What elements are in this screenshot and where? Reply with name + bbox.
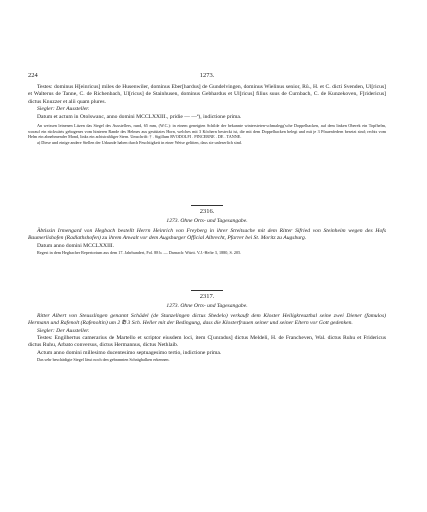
date-line: 1273. Ohne Orts- und Tagesangabe.	[166, 218, 248, 225]
summary-paragraph: Äbtissin Irmengard von Hegbach bestellt Herrn Heinrich von Freyberg in ihrer Streitsache mit dem Ritter Sifried von Steinheim wegen des Hofs Baumerlishofen (Radlathshofen) zu ihrem Anwalt vor dem Augsburger Official Albrecht, Pfarrer bei St. Moritz zu Augsburg.	[28, 227, 386, 242]
seal-note: Das sehr beschädigte Siegel lässt noch den gebrannten Schrägbalken erkennen.	[37, 357, 170, 363]
document-2317	[28, 290, 386, 363]
document-2316	[28, 205, 386, 256]
document-1-tail	[28, 84, 386, 146]
section-rule	[191, 205, 223, 206]
section-rule	[191, 290, 223, 291]
document-number: 2316.	[199, 208, 215, 215]
testes-paragraph: Testes: dominus H[einricus] miles de Husenwiler, dominus Eber[hardus] de Gundelvingen, dominus Wielinus senior, Rû., H. et C. dicti Svenden, Ul[ricus] et Walterus de Tanne, C. de Richenbach, Ul[ricus] de Stainhusen, dominus Gebhardus et Ul[ricus] filius suus de Curnbach, C. de Kunzekoven, F[ridericus] dictus Knuzzer et alii quam plures.	[28, 84, 386, 105]
running-head: 1273.	[199, 72, 215, 79]
date-line: 1273. Ohne Orts- und Tagesangabe.	[166, 303, 248, 310]
seal-note: An weissen leinenen Litzen das Siegel des Ausstellers, rund, 65 mm, (W.C.): in einem geneigten Schilde der bekannte wintersteten-schmalegg'sche Doppelhacken, auf dem linken Oberek ein Topfhelm, worauf ein rückwärts gebogenes vom hinteren Rande des Helmes aus gestütztes Horn, welches mit 3 Köchern besteckt ist, die mit dem Doppelhacken belegt und mit je 3 Pfauenfedern besetzt sind; rechts vom Helm ein abnehmender Mond, links ein achtstrahliger Stern. Umschrift: † . Sigillum RVODOLFI . PINCERNE . DE . TANNE.	[28, 123, 386, 140]
footnote-a: a) Diese und einige andere Stellen der Urkunde haben durch Feuchtigkeit in einer Weise gelitten, dass sie unleserlich sind.	[37, 140, 242, 146]
actum-line: Actum anno domini millesimo ducentesimo septuagesimo tertio, indictione prima.	[37, 349, 222, 356]
siegler-line: Siegler: Der Aussteller.	[37, 327, 90, 334]
regest-note: Regest in dem Hegbacher Repertorium aus dem 17. Jahrhundert, Fol. 88 b. — Darnach: Württ. V.J.-Hefte 3, 1880, S. 205.	[37, 250, 242, 256]
datum-line: Datum anno domini MCCLXXIII.	[37, 242, 115, 249]
page-header	[28, 72, 386, 82]
datum-line: Datum et actum in Otolswanc, anno domini MCCLXXIII., pridie — —ª), indictione prima.	[37, 113, 242, 120]
page-number: 224	[28, 72, 38, 79]
document-number: 2317.	[199, 293, 215, 300]
summary-paragraph: Ritter Albert von Steusslingen genannt Schädel (de Stunzelingen dictus Shedelo) verkauft dem Kloster Heiligkreuzthal seine zwei Diener (famulos) Hermann und Rafenolt (Rafenoltin) um 2 ℔ 3 Sch. Heller mit der Bedingung, dass die Klosterfrauen seiner und seiner Eltern vor Gott gedenken.	[28, 312, 386, 327]
siegler-line: Siegler: Der Aussteller.	[37, 106, 90, 113]
testes-paragraph: Testes: Engilhertus camerarius de Martello et scriptor eiusdem loci, item C[unradus] dictus Meldeli, H. de Francheven, Wal. dictus Ruhu et Fridericus dictus Ruhu, Arbato conversus, dictus Hermannus, dictus Nethlaib.	[28, 335, 386, 349]
